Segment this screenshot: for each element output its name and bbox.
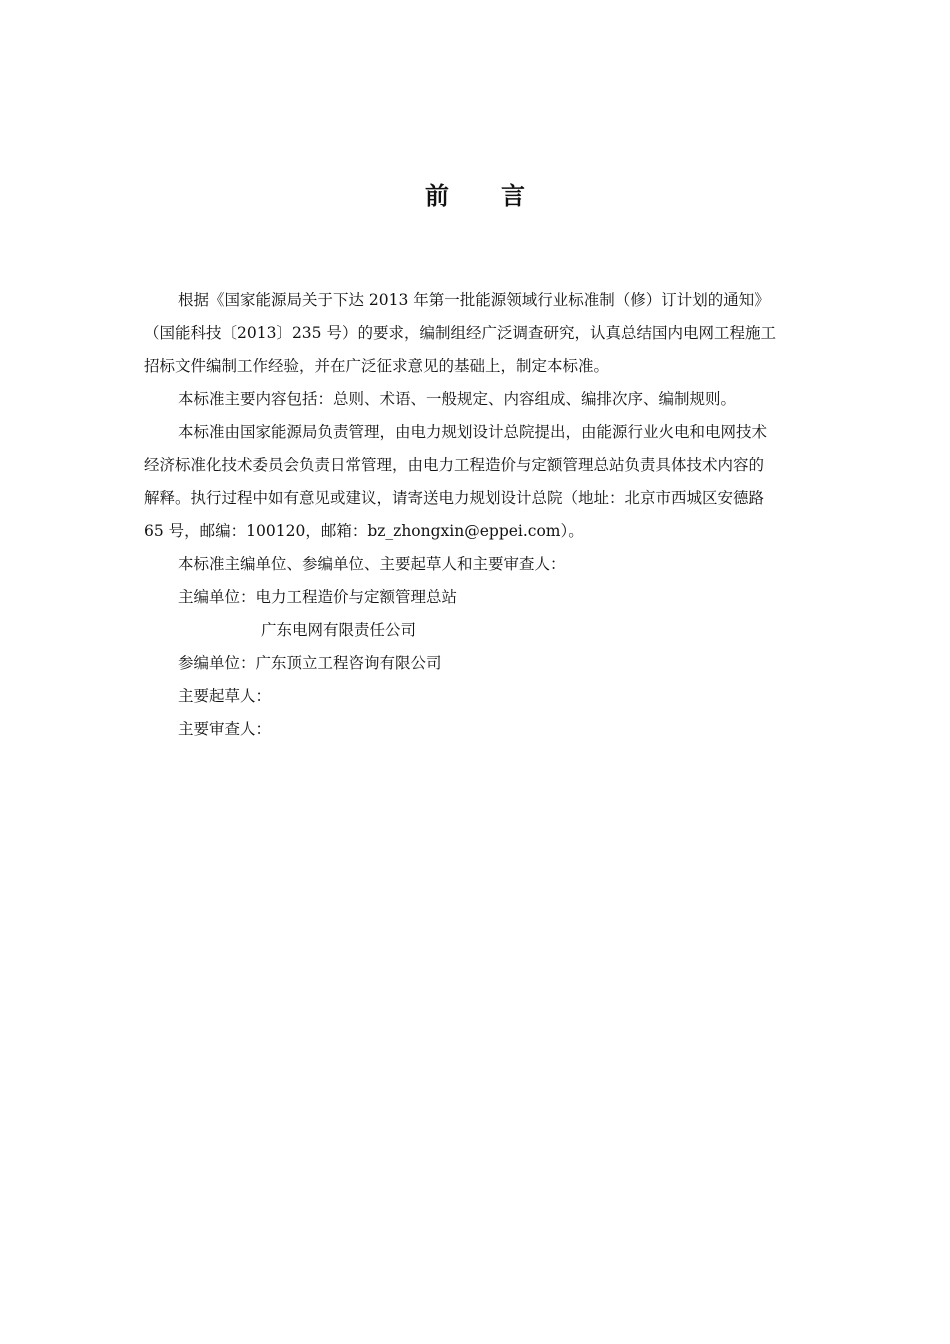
- text-line: 根据《国家能源局关于下达 2013 年第一批能源领域行业标准制（修）订计划的通知》: [178, 291, 770, 309]
- paragraph-management: [144, 416, 810, 548]
- title-char-2: 言: [501, 181, 525, 210]
- text-line: 解释。执行过程中如有意见或建议，请寄送电力规划设计总院（地址：北京市西城区安德路: [144, 489, 765, 507]
- chief-editor-units: [144, 581, 810, 647]
- participating-line: [144, 647, 810, 680]
- chief-editor-unit: 广东电网有限责任公司: [261, 621, 417, 639]
- participating-units: [144, 647, 810, 680]
- chief-editor-label: 主编单位：: [178, 588, 256, 606]
- reviewers-label: 主要审查人：: [178, 720, 272, 738]
- document-body: [144, 284, 810, 746]
- paragraph-basis: [144, 284, 810, 383]
- paragraph-units-intro: [144, 548, 810, 581]
- text-line: 本标准由国家能源局负责管理，由电力规划设计总院提出，由能源行业火电和电网技术: [178, 423, 768, 441]
- chief-editor-unit: 电力工程造价与定额管理总站: [255, 588, 458, 606]
- page-title: [0, 176, 950, 211]
- text-line: 65 号，邮编：100120，邮箱：bz_zhongxin@eppei.com）。: [144, 522, 584, 540]
- reviewers: [144, 713, 810, 746]
- participating-unit: 广东顶立工程咨询有限公司: [255, 654, 442, 672]
- text-line: 经济标准化技术委员会负责日常管理，由电力工程造价与定额管理总站负责具体技术内容的: [144, 456, 765, 474]
- text-line: 本标准主要内容包括：总则、术语、一般规定、内容组成、编排次序、编制规则。: [178, 390, 737, 408]
- text-line: （国能科技〔2013〕235 号）的要求，编制组经广泛调查研究，认真总结国内电网工程施工: [144, 324, 776, 342]
- drafters: [144, 680, 810, 713]
- drafters-label: 主要起草人：: [178, 687, 272, 705]
- participating-label: 参编单位：: [178, 654, 256, 672]
- chief-editor-line: [144, 581, 810, 614]
- text-line: 招标文件编制工作经验，并在广泛征求意见的基础上，制定本标准。: [144, 357, 610, 375]
- paragraph-contents: [144, 383, 810, 416]
- text-line: 本标准主编单位、参编单位、主要起草人和主要审查人：: [178, 555, 566, 573]
- title-char-1: 前: [425, 181, 449, 210]
